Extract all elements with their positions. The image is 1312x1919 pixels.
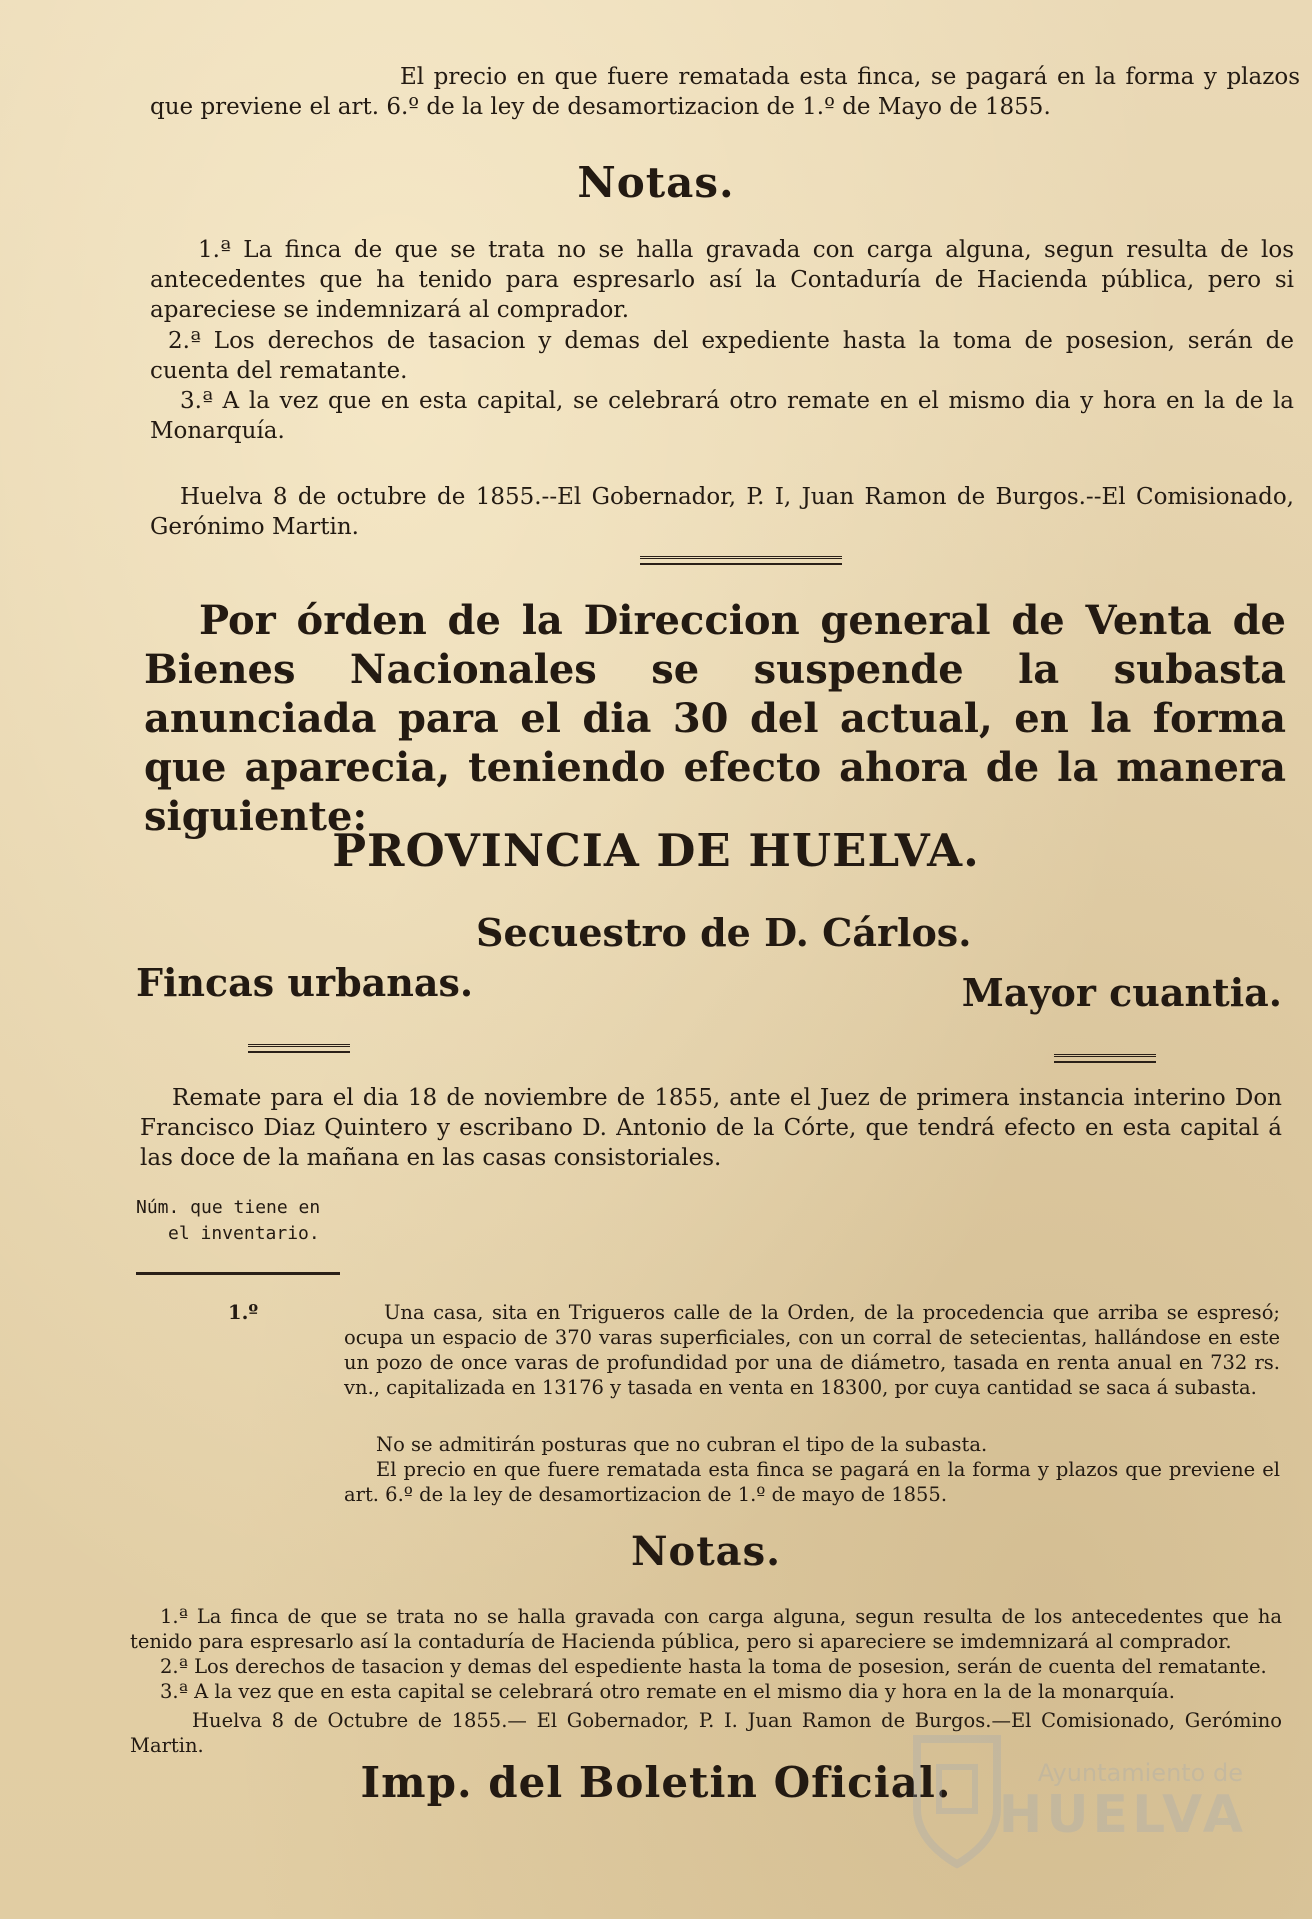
notes-heading: Notas. bbox=[577, 158, 735, 207]
suspension-notice: Por órden de la Direccion general de Venta de Bienes Nacionales se suspende la subasta anunciada para el dia 30 del actual, en la forma que aparecia, teniendo efecto ahora de la manera siguiente: bbox=[144, 597, 1286, 840]
notes-heading-2: Notas. bbox=[630, 1528, 782, 1575]
note2-2: 2.ª Los derechos de tasacion y demas del espediente hasta la toma de posesion, serán de cuenta del rematante. bbox=[160, 1655, 1267, 1678]
signature-2: Huelva 8 de Octubre de 1855.— El Gobernador, P. I. Juan Ramon de Burgos.—El Comisionado, Gerómino Martin. bbox=[130, 1709, 1282, 1757]
inventory-label-line2: el inventario. bbox=[168, 1223, 320, 1244]
inventory-rule bbox=[136, 1272, 340, 1275]
divider-left bbox=[248, 1044, 350, 1053]
inventory-number-label bbox=[136, 1195, 320, 1247]
note-2: 2.ª Los derechos de tasacion y demas del expediente hasta la toma de posesion, serán de cuenta del rematante. bbox=[150, 328, 1294, 384]
watermark-line1: Ayuntamiento de bbox=[1037, 1759, 1243, 1787]
note2-1: 1.ª La finca de que se trata no se halla gravada con carga alguna, segun resulta de los antecedentes que ha tenido para espresarlo así la contaduría de Hacienda pública, pero si apareciere se imdemnizará al comprador. bbox=[130, 1605, 1282, 1653]
no-admit-line: No se admitirán posturas que no cubran el tipo de la subasta. bbox=[376, 1433, 988, 1456]
archive-watermark bbox=[897, 1729, 1257, 1879]
note-1: 1.ª La finca de que se trata no se halla gravada con carga alguna, segun resulta de los antecedentes que ha tenido para espresarlo así la Contaduría de Hacienda pública, pero si apareciese se indemnizará al comprador. bbox=[150, 237, 1294, 323]
note2-3: 3.ª A la vez que en esta capital se celebrará otro remate en el mismo dia y hora en la de la monarquía. bbox=[160, 1680, 1175, 1703]
divider-right bbox=[1054, 1054, 1156, 1063]
item-description: Una casa, sita en Trigueros calle de la Orden, de la procedencia que arriba se espresó; ocupa un espacio de 370 varas superficiales, con un corral de setecientas, hallándose en este un pozo de once varas de profundidad por una de diámetro, tasada en renta anual en 732 rs. vn., capitalizada en 13176 y tasada en venta en 18300, por cuya cantidad se saca á subasta. bbox=[344, 1301, 1280, 1399]
secuestro-heading: Secuestro de D. Cárlos. bbox=[476, 910, 972, 955]
inventory-label-line1: Núm. que tiene en bbox=[136, 1197, 321, 1218]
imprint: Imp. del Boletin Oficial. bbox=[360, 1758, 952, 1807]
remate-paragraph: Remate para el dia 18 de noviembre de 1855, ante el Juez de primera instancia interino Don Francisco Diaz Quintero y escribano D. Antonio de la Córte, que tendrá efecto en esta capital á las doce de la mañana en las casas consistoriales. bbox=[140, 1085, 1282, 1171]
item-number: 1.º bbox=[228, 1301, 259, 1324]
watermark-line2: HUELVA bbox=[998, 1785, 1247, 1845]
province-heading: PROVINCIA DE HUELVA. bbox=[332, 824, 980, 877]
mayor-cuantia-label: Mayor cuantia. bbox=[961, 970, 1282, 1015]
signature-1: Huelva 8 de octubre de 1855.--El Gobernador, P. I, Juan Ramon de Burgos.--El Comisionado, Gerónimo Martin. bbox=[150, 484, 1294, 540]
section-divider bbox=[640, 556, 842, 565]
fincas-urbanas-label: Fincas urbanas. bbox=[136, 960, 474, 1005]
intro-paragraph: El precio en que fuere rematada esta finca, se pagará en la forma y plazos que previene el art. 6.º de la ley de desamortizacion de 1.º de Mayo de 1855. bbox=[150, 64, 1300, 120]
precio-paragraph: El precio en que fuere rematada esta finca se pagará en la forma y plazos que previene el art. 6.º de la ley de desamortizacion de 1.º de mayo de 1855. bbox=[344, 1458, 1280, 1506]
note-3: 3.ª A la vez que en esta capital, se celebrará otro remate en el mismo dia y hora en la de la Monarquía. bbox=[150, 388, 1294, 444]
